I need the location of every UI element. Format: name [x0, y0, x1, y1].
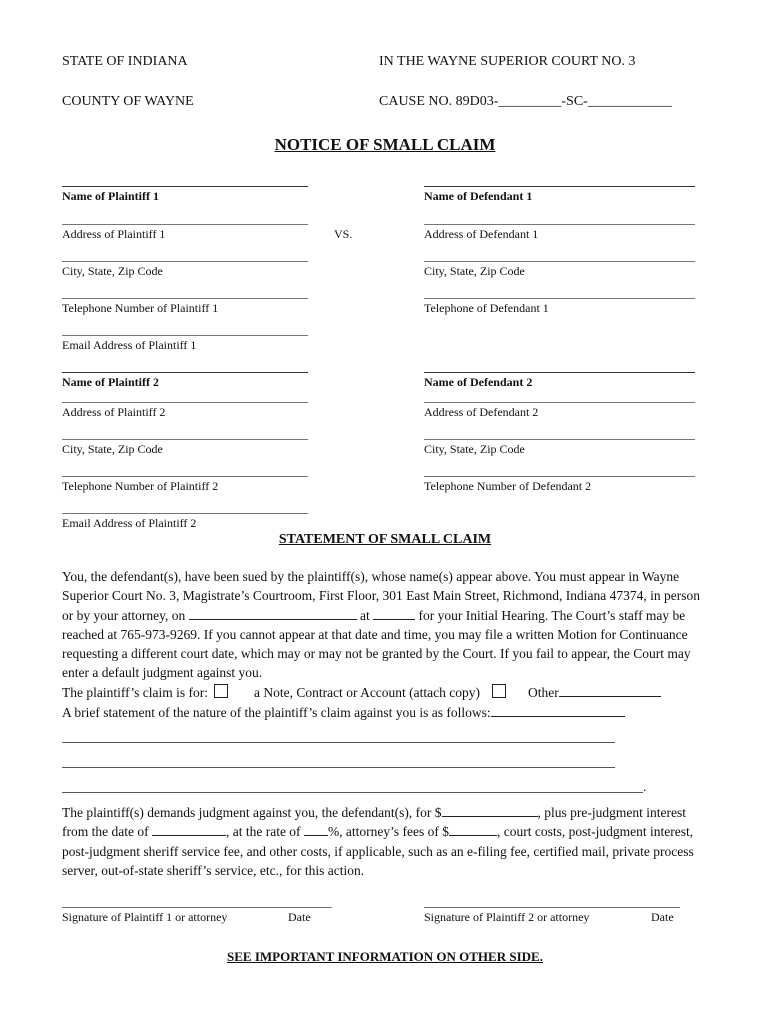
plaintiff2-phone-label: Telephone Number of Plaintiff 2 [62, 479, 219, 493]
claim-end-period: . [643, 779, 647, 794]
brief-statement-field[interactable] [491, 704, 625, 717]
plaintiff2-name-line[interactable] [62, 372, 308, 373]
notice-text-1: You, the defendant(s), have been sued by the plaintiff(s), whose name(s) appear above. You must appear in Wayne Superior Court No. 3, Magistrate’s Courtroom, First Floor, 301 East Main Street, Richmond, Indiana 47374, in person or by your attorney, on [62, 569, 701, 623]
demand-text-3: , at the rate of [225, 824, 301, 840]
demand-text-2: , plus pre-judgment interest from the date of [62, 805, 686, 840]
claim-line-2[interactable] [62, 767, 615, 768]
notice-text-2: for your Initial Hearing. The Court’s staff may be reached at 765-973-9269. If you cannot appear at that date and time, you may file a written Motion for Continuance requesting a different court date, which may or may not be granted by the Court. If you fail to appear, the Court may enter a default judgment against you. [62, 607, 691, 681]
plaintiff1-name-line[interactable] [62, 186, 308, 187]
statement-title: STATEMENT OF SMALL CLAIM [278, 532, 492, 547]
defendant1-phone-label: Telephone of Defendant 1 [424, 301, 549, 315]
plaintiff2-city-line[interactable] [62, 439, 308, 440]
interest-rate-field[interactable] [304, 823, 328, 836]
brief-statement-label: A brief statement of the nature of the plaintiff’s claim against you is as follows: [62, 705, 491, 721]
date1-label: Date [288, 910, 311, 924]
defendant2-address-line[interactable] [424, 402, 695, 403]
attorney-fees-field[interactable] [449, 823, 497, 836]
county-label: COUNTY OF WAYNE [62, 94, 194, 109]
plaintiff1-city-line[interactable] [62, 261, 308, 262]
note-contract-checkbox[interactable] [214, 684, 228, 698]
defendant2-phone-line[interactable] [424, 476, 695, 477]
statement-body [62, 567, 714, 722]
defendant1-address-label: Address of Defendant 1 [424, 227, 539, 241]
other-label: Other [528, 684, 559, 700]
page-title: NOTICE OF SMALL CLAIM [274, 135, 496, 154]
defendant1-name-label: Name of Defendant 1 [424, 189, 533, 203]
plaintiff1-email-line[interactable] [62, 335, 308, 336]
footer-notice: SEE IMPORTANT INFORMATION ON OTHER SIDE. [227, 949, 543, 964]
plaintiff2-email-label: Email Address of Plaintiff 2 [62, 516, 197, 530]
plaintiff2-city-label: City, State, Zip Code [62, 442, 163, 456]
signature1-label: Signature of Plaintiff 1 or attorney [62, 910, 228, 924]
defendant2-phone-label: Telephone Number of Defendant 2 [424, 479, 592, 493]
demand-text-4: %, attorney’s fees of $ [327, 824, 450, 840]
signature2-line[interactable] [424, 907, 680, 908]
plaintiff2-name-label: Name of Plaintiff 2 [62, 375, 159, 389]
defendant2-name-line[interactable] [424, 372, 695, 373]
plaintiff1-city-label: City, State, Zip Code [62, 264, 163, 278]
defendant1-address-line[interactable] [424, 224, 695, 225]
defendant2-name-label: Name of Defendant 2 [424, 375, 533, 389]
plaintiff2-address-label: Address of Plaintiff 2 [62, 405, 166, 419]
plaintiff2-email-line[interactable] [62, 513, 308, 514]
plaintiff1-address-label: Address of Plaintiff 1 [62, 227, 166, 241]
cause-number[interactable]: CAUSE NO. 89D03-_________-SC-____________ [379, 94, 672, 109]
interest-date-field[interactable] [152, 823, 226, 836]
claim-type-row [62, 683, 714, 702]
hearing-time-field[interactable] [373, 607, 415, 620]
amount-field[interactable] [442, 804, 538, 817]
demand-text-1: The plaintiff(s) demands judgment against you, the defendant(s), for $ [62, 805, 442, 820]
plaintiff2-phone-line[interactable] [62, 476, 308, 477]
signature1-line[interactable] [62, 907, 332, 908]
demand-text-5: , court costs, post-judgment interest, post-judgment sheriff service fee, and other costs, if applicable, such as an e-filing fee, certified mail, private process server, out-of-state sheriff’s service, etc., for this action. [62, 824, 694, 878]
demand-paragraph [62, 803, 714, 880]
state-label: STATE OF INDIANA [62, 54, 188, 69]
date2-label: Date [651, 910, 674, 924]
claim-line-1[interactable] [62, 742, 615, 743]
plaintiff1-phone-line[interactable] [62, 298, 308, 299]
defendant2-city-line[interactable] [424, 439, 695, 440]
defendant1-phone-line[interactable] [424, 298, 695, 299]
brief-statement-row [62, 703, 714, 722]
statement-paragraph [62, 567, 714, 683]
defendant1-name-line[interactable] [424, 186, 695, 187]
defendant1-city-line[interactable] [424, 261, 695, 262]
vs-label: VS. [334, 227, 353, 241]
defendant2-address-label: Address of Defendant 2 [424, 405, 539, 419]
plaintiff1-name-label: Name of Plaintiff 1 [62, 189, 159, 203]
plaintiff1-phone-label: Telephone Number of Plaintiff 1 [62, 301, 219, 315]
notice-text-at: at [359, 607, 370, 623]
hearing-date-field[interactable] [189, 607, 357, 620]
claim-for-label: The plaintiff’s claim is for: [62, 684, 208, 700]
other-checkbox[interactable] [492, 684, 506, 698]
claim-line-3[interactable] [62, 792, 643, 793]
plaintiff2-address-line[interactable] [62, 402, 308, 403]
defendant1-city-label: City, State, Zip Code [424, 264, 525, 278]
plaintiff1-email-label: Email Address of Plaintiff 1 [62, 338, 197, 352]
other-field[interactable] [559, 684, 661, 697]
plaintiff1-address-line[interactable] [62, 224, 308, 225]
defendant2-city-label: City, State, Zip Code [424, 442, 525, 456]
court-label: IN THE WAYNE SUPERIOR COURT NO. 3 [379, 54, 636, 69]
note-contract-label: a Note, Contract or Account (attach copy) [253, 684, 481, 700]
signature2-label: Signature of Plaintiff 2 or attorney [424, 910, 590, 924]
